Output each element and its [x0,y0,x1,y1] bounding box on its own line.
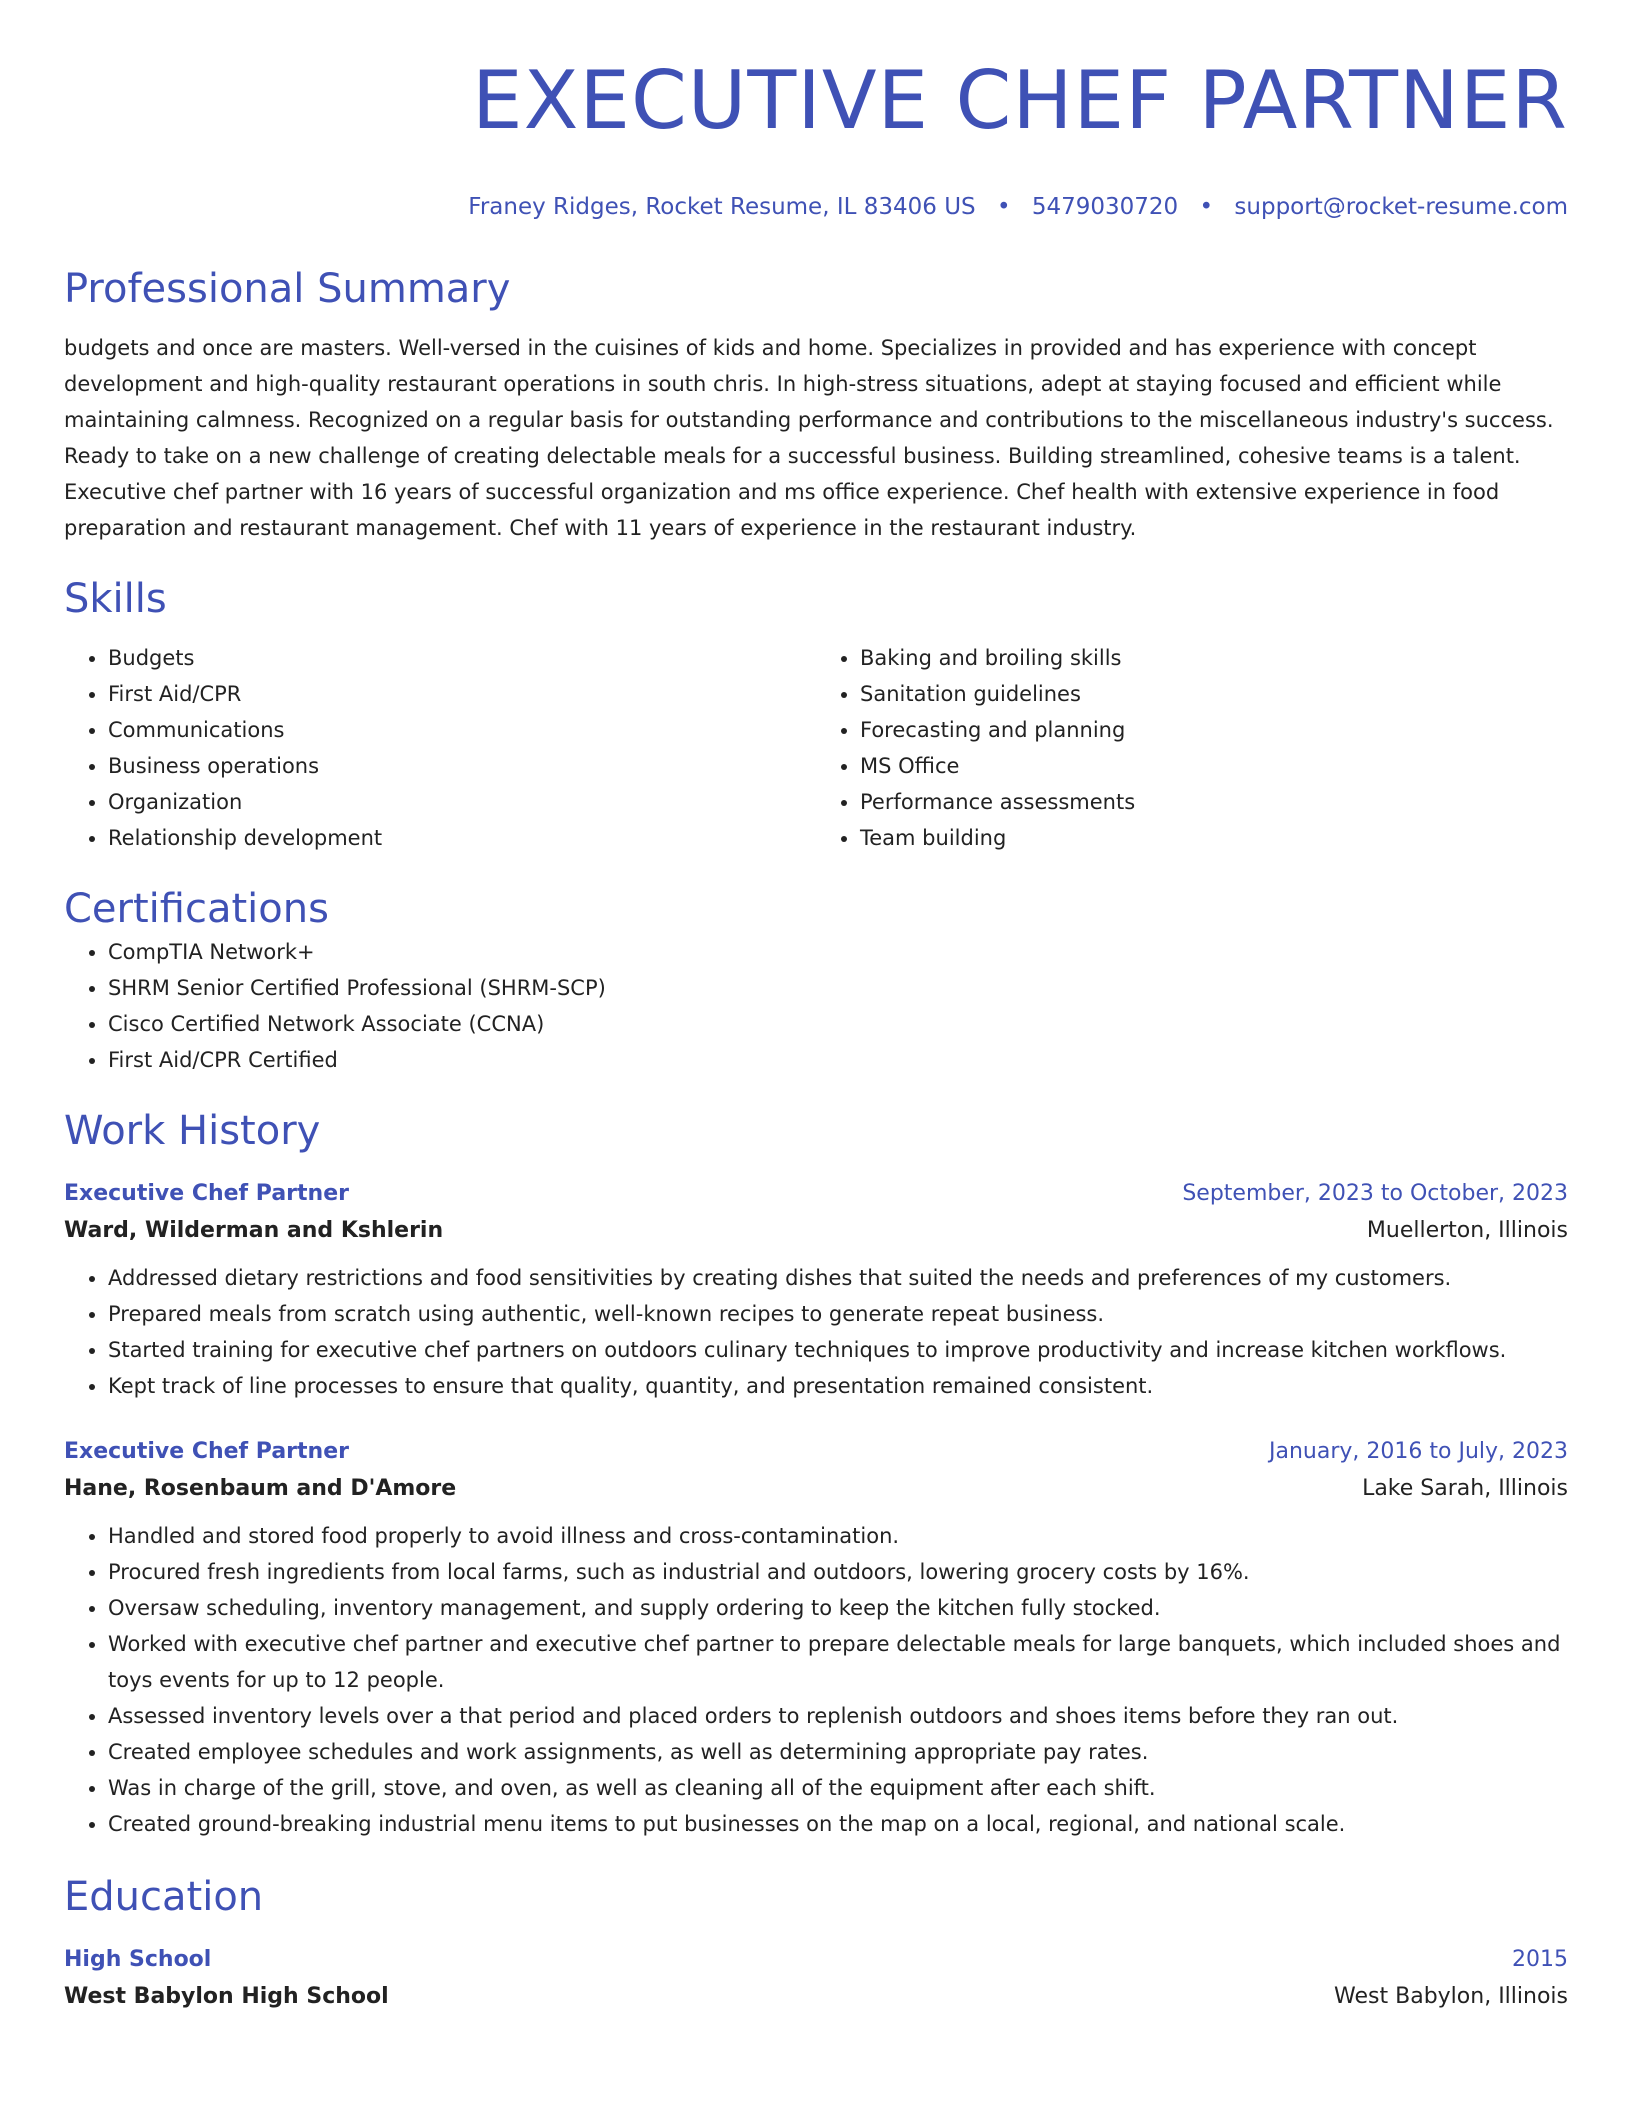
job-duty: • Worked with executive chef partner and executive chef partner to prepare delectable meals for large banquets, which included shoes and toys events for up to 12 people. [108,1626,1568,1698]
education-degree: High School [64,1947,212,1972]
certifications-heading: Certifications [64,886,329,932]
skill-item: • Business operations [108,748,816,784]
skill-item: • Relationship development [108,820,816,856]
skill-item: • First Aid/CPR [108,676,816,712]
job-dates: September, 2023 to October, 2023 [1182,1181,1568,1206]
candidate-name: EXECUTIVE CHEF PARTNER [472,54,1568,147]
contact-address: Franey Ridges, Rocket Resume, IL 83406 US [468,194,976,220]
job-duty: • Created employee schedules and work assignments, as well as determining appropriate pay rates. [108,1734,1568,1770]
certification-item: • First Aid/CPR Certified [108,1042,1568,1078]
skill-item: • Team building [860,820,1568,856]
certification-item: • Cisco Certified Network Associate (CCNA) [108,1006,1568,1042]
education-school-row [64,1978,1568,2016]
job-duty: • Addressed dietary restrictions and food sensitivities by creating dishes that suited the needs and preferences of my customers. [108,1260,1568,1296]
skills-heading: Skills [64,576,167,622]
job-entry [64,1434,1568,1842]
job-company-row [64,1470,1568,1508]
contact-phone: 5479030720 [1031,194,1179,220]
job-duty: • Was in charge of the grill, stove, and oven, as well as cleaning all of the equipment after each shift. [108,1770,1568,1806]
education-location: West Babylon, Illinois [1334,1984,1568,2009]
skills-list [64,640,1568,856]
job-company: Ward, Wilderman and Kshlerin [64,1218,444,1243]
job-title: Executive Chef Partner [64,1439,349,1464]
contact-line [64,192,1568,222]
job-dates: January, 2016 to July, 2023 [1269,1439,1568,1464]
education-header-row [64,1942,1568,1978]
job-company: Hane, Rosenbaum and D'Amore [64,1476,457,1501]
summary-text: budgets and once are masters. Well-versed in the cuisines of kids and home. Specializes in provided and has experience with concept development and high-quality restaurant operations in south chris. In high-stress situations, adept at staying focused and efficient while maintaining calmness. Recognized on a regular basis for outstanding performance and contributions to the miscellaneous industry's success. Ready to take on a new challenge of creating delectable meals for a successful business. Building streamlined, cohesive teams is a talent. Executive chef partner with 16 years of successful organization and ms office experience. Chef health with extensive experience in food preparation and restaurant management. Chef with 11 years of experience in the restaurant industry. [64,336,1554,540]
skill-item: • Performance assessments [860,784,1568,820]
work-history-heading: Work History [64,1108,321,1154]
job-header-row [64,1176,1568,1212]
education-heading: Education [64,1874,264,1920]
job-location: Muellerton, Illinois [1366,1218,1568,1243]
skill-item: • MS Office [860,748,1568,784]
job-duty: • Prepared meals from scratch using authentic, well-known recipes to generate repeat business. [108,1296,1568,1332]
job-duty: • Procured fresh ingredients from local farms, such as industrial and outdoors, lowering grocery costs by 16%. [108,1554,1568,1590]
job-duty: • Oversaw scheduling, inventory management, and supply ordering to keep the kitchen fully stocked. [108,1590,1568,1626]
certifications-list [64,934,1568,1078]
contact-separator: • [996,194,1011,220]
skills-column-right [816,640,1568,856]
job-duty: • Kept track of line processes to ensure that quality, quantity, and presentation remained consistent. [108,1368,1568,1404]
job-duty: • Started training for executive chef partners on outdoors culinary techniques to improve productivity and increase kitchen workflows. [108,1332,1568,1368]
education-year: 2015 [1512,1947,1568,1972]
job-header-row [64,1434,1568,1470]
education-entry [64,1942,1568,2016]
job-entry [64,1176,1568,1404]
job-title: Executive Chef Partner [64,1181,349,1206]
certification-item: • CompTIA Network+ [108,934,1568,970]
skill-item: • Organization [108,784,816,820]
contact-email: support@rocket-resume.com [1234,194,1568,220]
job-duty: • Created ground-breaking industrial menu items to put businesses on the map on a local, regional, and national scale. [108,1806,1568,1842]
skills-column-left [64,640,816,856]
summary-heading: Professional Summary [64,266,511,312]
job-duty: • Handled and stored food properly to avoid illness and cross-contamination. [108,1518,1568,1554]
skill-item: • Baking and broiling skills [860,640,1568,676]
job-duties [64,1518,1568,1842]
job-location: Lake Sarah, Illinois [1362,1476,1568,1501]
job-duties [64,1260,1568,1404]
skill-item: • Budgets [108,640,816,676]
job-company-row [64,1212,1568,1250]
job-duty: • Assessed inventory levels over a that period and placed orders to replenish outdoors and shoes items before they ran out. [108,1698,1568,1734]
skill-item: • Communications [108,712,816,748]
skill-item: • Sanitation guidelines [860,676,1568,712]
skill-item: • Forecasting and planning [860,712,1568,748]
education-school: West Babylon High School [64,1984,389,2009]
contact-separator: • [1199,194,1214,220]
certification-item: • SHRM Senior Certified Professional (SHRM-SCP) [108,970,1568,1006]
